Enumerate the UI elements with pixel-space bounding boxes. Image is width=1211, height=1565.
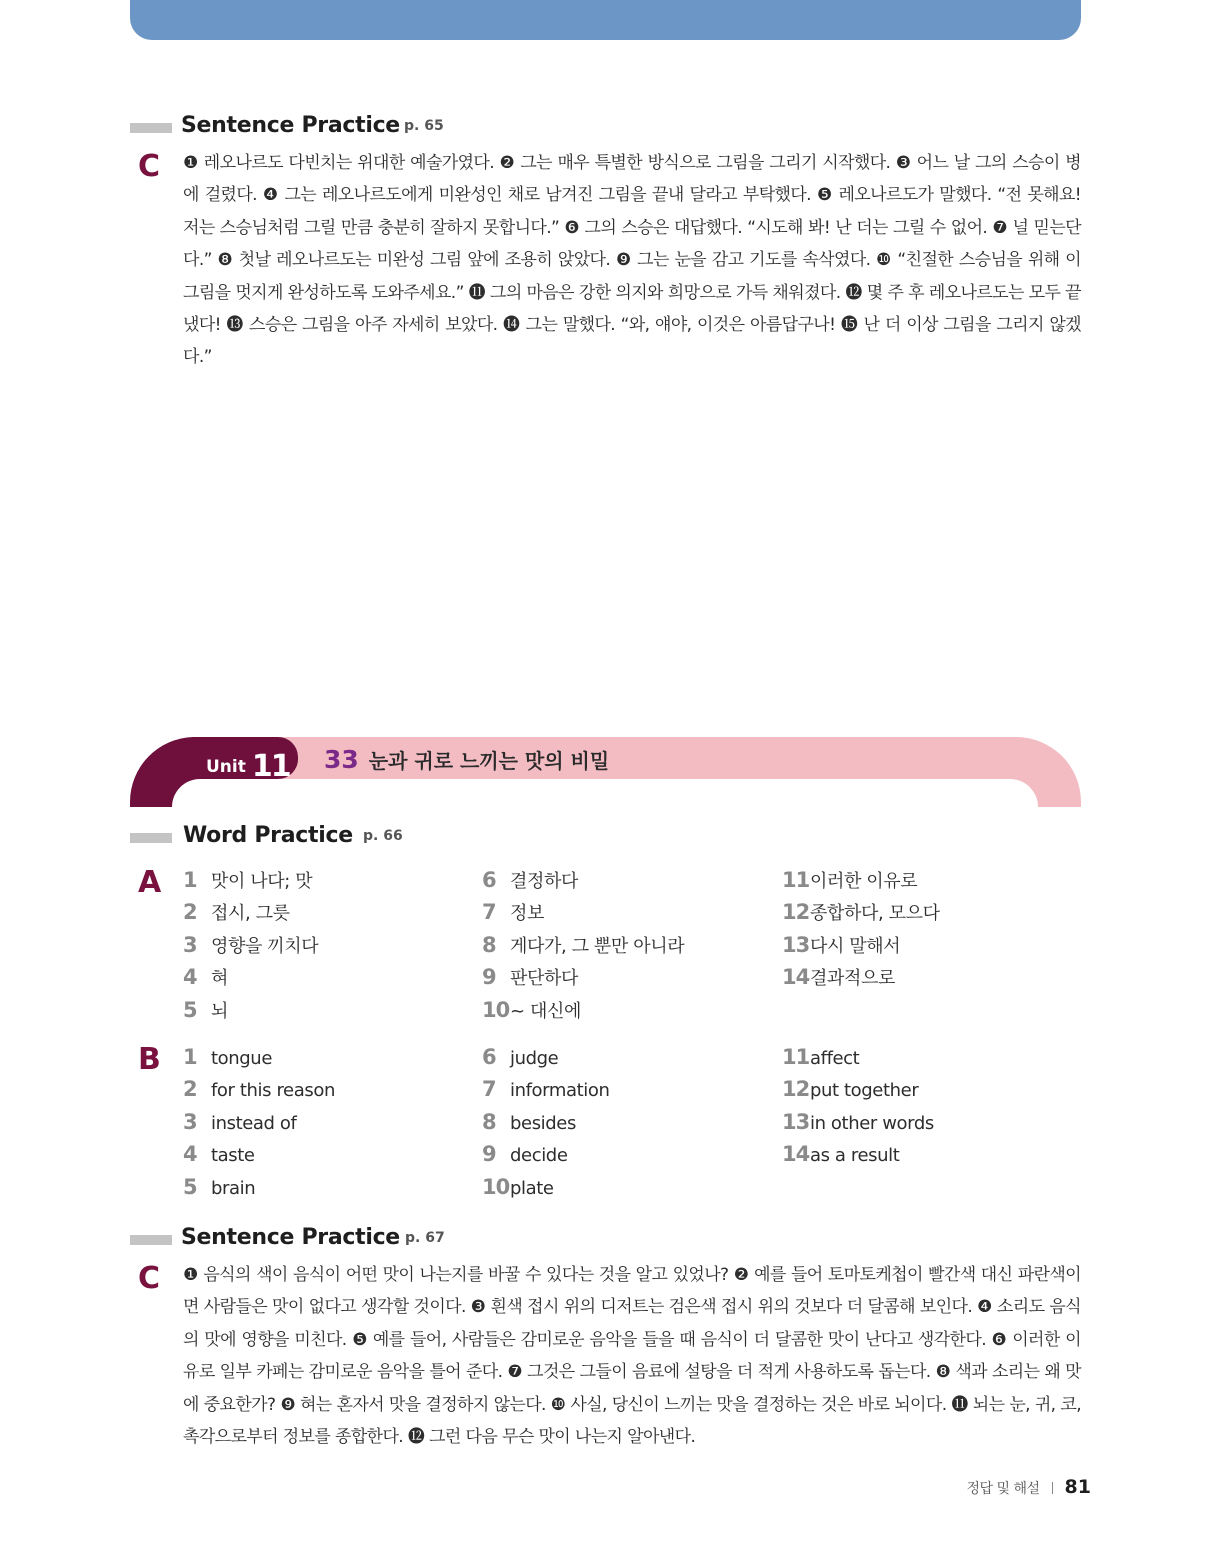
- item-text: 다시 말해서: [810, 935, 901, 957]
- item-number: 5: [183, 1174, 197, 1199]
- item-text: 영향을 끼치다: [211, 935, 319, 957]
- word-item: [482, 1171, 772, 1203]
- page-reference: p. 66: [363, 828, 403, 844]
- item-text: 정보: [510, 903, 544, 925]
- item-text: affect: [810, 1048, 860, 1069]
- item-number: 1: [183, 1045, 197, 1069]
- item-number: 8: [482, 1109, 496, 1134]
- item-number: 14: [782, 1142, 810, 1167]
- word-item: [482, 1106, 772, 1138]
- word-item: [183, 1171, 473, 1203]
- word-item: [782, 961, 1072, 993]
- page-reference: p. 65: [404, 118, 444, 134]
- word-list-a-col1: [183, 864, 473, 1026]
- word-list-a-col3: [782, 864, 1072, 994]
- word-item: [482, 1041, 772, 1073]
- item-text: instead of: [211, 1112, 297, 1134]
- item-number: 4: [183, 965, 197, 990]
- footer-divider: [1052, 1482, 1053, 1494]
- item-number: 12: [782, 1077, 810, 1102]
- exercise-letter-c-2: C: [138, 1261, 161, 1296]
- exercise-letter-b: B: [138, 1042, 161, 1077]
- word-list-b-col2: [482, 1041, 772, 1203]
- item-text: taste: [211, 1145, 255, 1167]
- page-number: 81: [1064, 1476, 1091, 1498]
- word-item: [782, 1073, 1072, 1105]
- item-number: 10: [482, 1174, 510, 1199]
- item-number: 2: [183, 900, 197, 925]
- item-text: in other words: [810, 1112, 934, 1134]
- word-item: [782, 929, 1072, 961]
- word-item: [482, 896, 772, 928]
- word-item: [183, 929, 473, 961]
- section-title: Word Practice: [183, 823, 353, 848]
- item-text: 이러한 이유로: [810, 871, 918, 892]
- word-item: [183, 1073, 473, 1105]
- header-band: [130, 0, 1081, 40]
- item-text: 혀: [211, 968, 228, 990]
- item-text: ~ 대신에: [510, 1000, 581, 1022]
- lesson-title: [324, 745, 609, 774]
- item-text: 맛이 나다; 맛: [211, 871, 313, 892]
- item-number: 1: [183, 868, 197, 892]
- footer-label: 정답 및 해설: [966, 1481, 1040, 1497]
- item-number: 11: [782, 1045, 810, 1069]
- unit-word: Unit: [206, 757, 246, 777]
- item-number: 7: [482, 1077, 496, 1102]
- item-number: 3: [183, 932, 197, 957]
- page-reference: p. 67: [405, 1230, 445, 1246]
- word-item: [482, 1138, 772, 1170]
- section-title: Sentence Practice: [181, 113, 400, 138]
- unit-banner: [130, 737, 1081, 807]
- item-number: 6: [482, 1045, 496, 1069]
- word-item: [782, 1138, 1072, 1170]
- word-list-a-col2: [482, 864, 772, 1026]
- item-number: 6: [482, 868, 496, 892]
- word-item: [482, 1073, 772, 1105]
- word-item: [482, 929, 772, 961]
- item-text: plate: [510, 1177, 554, 1199]
- word-item: [183, 961, 473, 993]
- item-number: 9: [482, 965, 496, 990]
- lesson-title-text: 눈과 귀로 느끼는 맛의 비밀: [368, 749, 610, 773]
- word-item: [183, 1138, 473, 1170]
- word-item: [183, 896, 473, 928]
- item-number: 11: [782, 868, 810, 892]
- word-item: [782, 1106, 1072, 1138]
- item-number: 14: [782, 965, 810, 990]
- lesson-number: 33: [324, 745, 359, 774]
- item-text: 종합하다, 모으다: [810, 903, 940, 925]
- word-item: [782, 1041, 1072, 1073]
- item-text: 게다가, 그 뿐만 아니라: [510, 935, 685, 957]
- word-item: [482, 864, 772, 896]
- word-item: [183, 994, 473, 1026]
- word-item: [782, 896, 1072, 928]
- section-title: Sentence Practice: [181, 1225, 400, 1250]
- item-text: 결정하다: [510, 871, 578, 892]
- item-number: 5: [183, 997, 197, 1022]
- item-text: besides: [510, 1112, 576, 1134]
- sentence-practice-text-1: ❶ 레오나르도 다빈치는 위대한 예술가였다. ❷ 그는 매우 특별한 방식으로 그림을 그리기 시작했다. ❸ 어느 날 그의 스승이 병에 걸렸다. ❹ 그는 레오나르도에게 미완성인 채로 남겨진 그림을 끝내 달라고 부탁했다. ❺ 레오나르도가 말했다. “전 못해요! 저는 스승님처럼 그릴 만큼 충분히 잘하지 못합니다.” ❻ 그의 스승은 대답했다. “시도해 봐! 난 더는 그릴 수 없어. ❼ 널 믿는단다.” ❽ 첫날 레오나르도는 미완성 그림 앞에 조용히 앉았다. ❾ 그는 눈을 감고 기도를 속삭였다. ❿ “친절한 스승님을 위해 이 그림을 멋지게 완성하도록 도와주세요.” ⓫ 그의 마음은 강한 의지와 희망으로 가득 채워졌다. ⓬ 몇 주 후 레오나르도는 모두 끝냈다! ⓭ 스승은 그림을 아주 자세히 보았다. ⓮ 그는 말했다. “와, 얘야, 이것은 아름답구나! ⓯ 난 더 이상 그림을 그리지 않겠다.”: [183, 153, 1081, 368]
- unit-label: [206, 749, 290, 784]
- item-text: for this reason: [211, 1080, 335, 1102]
- item-text: information: [510, 1080, 610, 1102]
- item-text: 판단하다: [510, 968, 578, 990]
- item-text: 접시, 그릇: [211, 903, 290, 925]
- item-text: 결과적으로: [810, 968, 895, 990]
- item-text: judge: [510, 1048, 559, 1069]
- exercise-letter-c: C: [138, 149, 161, 184]
- word-list-b-col3: [782, 1041, 1072, 1171]
- page-footer: [967, 1476, 1091, 1498]
- heading-bar: [130, 1235, 172, 1245]
- item-number: 7: [482, 900, 496, 925]
- item-number: 10: [482, 997, 510, 1022]
- item-number: 4: [183, 1142, 197, 1167]
- word-item: [482, 961, 772, 993]
- item-text: put together: [810, 1080, 919, 1102]
- item-number: 3: [183, 1109, 197, 1134]
- sentence-practice-text-2: ❶ 음식의 색이 음식이 어떤 맛이 나는지를 바꿀 수 있다는 것을 알고 있었나? ❷ 예를 들어 토마토케첩이 빨간색 대신 파란색이면 사람들은 맛이 없다고 생각할 것이다. ❸ 흰색 접시 위의 디저트는 검은색 접시 위의 것보다 더 달콤해 보인다. ❹ 소리도 음식의 맛에 영향을 미친다. ❺ 예를 들어, 사람들은 감미로운 음악을 들을 때 음식이 더 달콤한 맛이 난다고 생각한다. ❻ 이러한 이유로 일부 카페는 감미로운 음악을 틀어 준다. ❼ 그것은 그들이 음료에 설탕을 더 적게 사용하도록 돕는다. ❽ 색과 소리는 왜 맛에 중요한가? ❾ 혀는 혼자서 맛을 결정하지 않는다. ❿ 사실, 당신이 느끼는 맛을 결정하는 것은 바로 뇌이다. ⓫ 뇌는 눈, 귀, 코, 촉각으로부터 정보를 종합한다. ⓬ 그런 다음 무슨 맛이 나는지 알아낸다.: [183, 1265, 1081, 1448]
- item-number: 8: [482, 932, 496, 957]
- word-item: [183, 1106, 473, 1138]
- item-text: as a result: [810, 1145, 900, 1167]
- item-text: decide: [510, 1145, 568, 1167]
- word-item: [183, 864, 473, 896]
- heading-bar: [130, 123, 172, 133]
- word-list-b-col1: [183, 1041, 473, 1203]
- item-number: 13: [782, 1109, 810, 1134]
- item-number: 9: [482, 1142, 496, 1167]
- word-item: [782, 864, 1072, 896]
- heading-bar: [130, 833, 172, 843]
- item-text: 뇌: [211, 1000, 228, 1022]
- item-text: brain: [211, 1177, 256, 1199]
- item-number: 2: [183, 1077, 197, 1102]
- unit-number: 11: [251, 749, 290, 784]
- item-number: 13: [782, 932, 810, 957]
- exercise-letter-a: A: [138, 865, 162, 900]
- item-number: 12: [782, 900, 810, 925]
- word-item: [482, 994, 772, 1026]
- word-item: [183, 1041, 473, 1073]
- item-text: tongue: [211, 1048, 272, 1069]
